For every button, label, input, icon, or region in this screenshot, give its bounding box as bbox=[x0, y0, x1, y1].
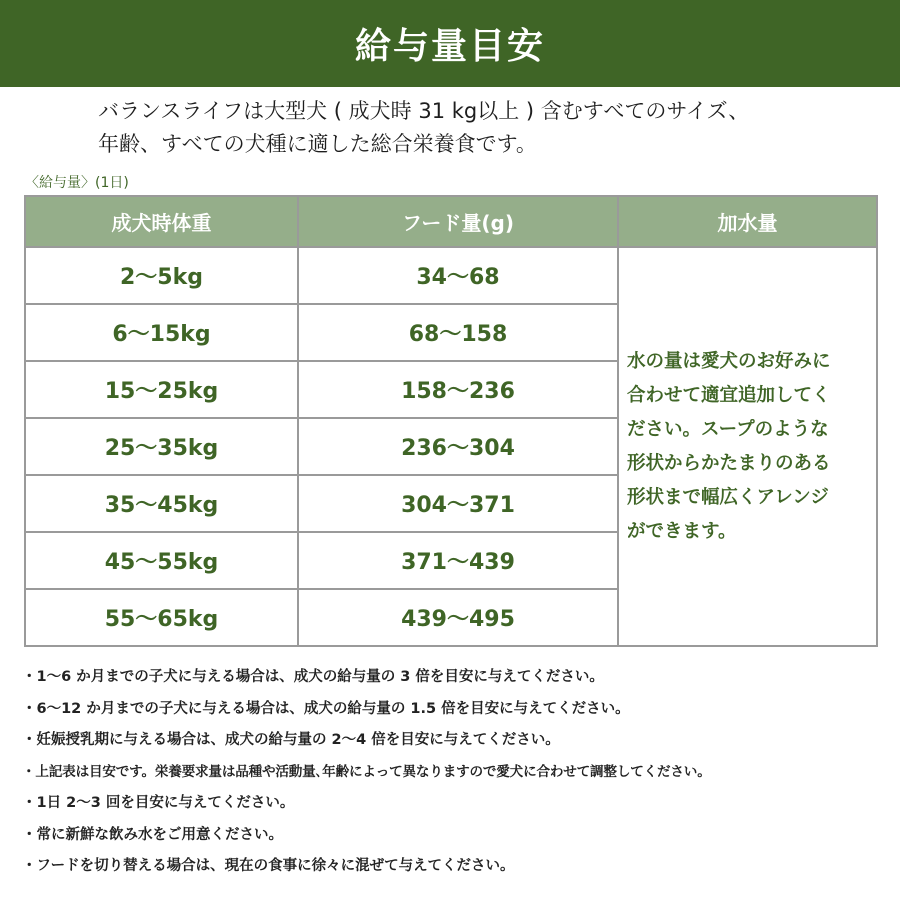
note-item: ・1〜6 か月までの子犬に与える場合は、成犬の給与量の 3 倍を目安に与えてください。 bbox=[22, 669, 604, 685]
table-caption: 〈給与量〉(1日) bbox=[25, 175, 129, 191]
water-note-line: 水の量は愛犬のお好みに bbox=[627, 350, 831, 372]
food-cell: 371〜439 bbox=[298, 532, 618, 589]
water-note-line: ができます。 bbox=[627, 520, 737, 542]
note-item: ・1日 2〜3 回を目安に与えてください。 bbox=[22, 795, 295, 811]
intro-line-2: 年齢、すべての犬種に適した総合栄養食です。 bbox=[98, 132, 537, 156]
weight-cell: 35〜45kg bbox=[25, 475, 298, 532]
water-note-line: 合わせて適宜追加してく bbox=[627, 384, 831, 406]
food-cell: 158〜236 bbox=[298, 361, 618, 418]
water-note-line: 形状からかたまりのある bbox=[627, 452, 831, 474]
note-item: ・妊娠授乳期に与える場合は、成犬の給与量の 2〜4 倍を目安に与えてください。 bbox=[22, 732, 560, 748]
food-cell: 236〜304 bbox=[298, 418, 618, 475]
water-note-line: ださい。スープのような bbox=[627, 418, 829, 440]
header-weight: 成犬時体重 bbox=[25, 196, 298, 247]
note-item: ・フードを切り替える場合は、現在の食事に徐々に混ぜて与えてください。 bbox=[22, 858, 515, 874]
weight-cell: 25〜35kg bbox=[25, 418, 298, 475]
weight-cell: 15〜25kg bbox=[25, 361, 298, 418]
weight-cell: 45〜55kg bbox=[25, 532, 298, 589]
feeding-table bbox=[24, 195, 878, 647]
note-item: ・上記表は目安です。栄養要求量は品種や活動量､年齢によって異なりますので愛犬に合わせて調整してください。 bbox=[22, 763, 711, 780]
page-title: 給与量目安 bbox=[354, 26, 545, 67]
note-item: ・6〜12 か月までの子犬に与える場合は、成犬の給与量の 1.5 倍を目安に与えてください。 bbox=[22, 700, 630, 717]
intro-line-1: バランスライフは大型犬 ( 成犬時 31 kg以上 ) 含むすべてのサイズ、 bbox=[98, 99, 750, 123]
notes-list bbox=[22, 662, 892, 883]
note-item: ・常に新鮮な飲み水をご用意ください。 bbox=[22, 826, 283, 843]
header-water-amount: 加水量 bbox=[618, 196, 877, 247]
weight-cell: 2〜5kg bbox=[25, 247, 298, 304]
weight-cell: 6〜15kg bbox=[25, 304, 298, 361]
header-food-amount: フード量(g) bbox=[298, 196, 618, 247]
page-header bbox=[0, 0, 900, 87]
food-cell: 34〜68 bbox=[298, 247, 618, 304]
food-cell: 439〜495 bbox=[298, 589, 618, 646]
table-header-row bbox=[25, 196, 877, 247]
weight-cell: 55〜65kg bbox=[25, 589, 298, 646]
water-note-line: 形状まで幅広くアレンジ bbox=[627, 486, 829, 508]
food-cell: 304〜371 bbox=[298, 475, 618, 532]
water-note-cell bbox=[618, 247, 877, 646]
table-row bbox=[25, 247, 877, 304]
intro-text bbox=[98, 95, 878, 161]
food-cell: 68〜158 bbox=[298, 304, 618, 361]
